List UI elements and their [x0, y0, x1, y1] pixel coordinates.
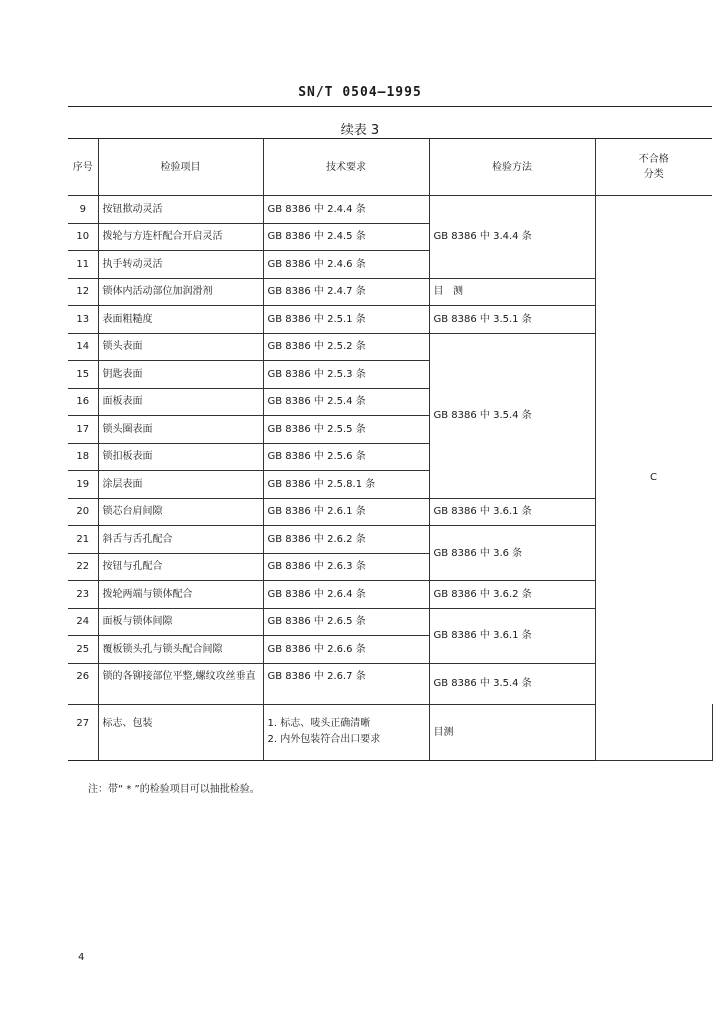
row-no: 22 — [68, 553, 98, 581]
header-no: 序号 — [68, 139, 98, 196]
row-item: 锁头表面 — [98, 333, 263, 361]
row-no: 10 — [68, 223, 98, 251]
page-number: 4 — [78, 952, 85, 963]
row-method: GB 8386 中 3.5.4 条 — [429, 333, 595, 498]
row-requirement: GB 8386 中 2.6.6 条 — [263, 636, 429, 664]
row-no: 12 — [68, 278, 98, 306]
row-item: 按钮与孔配合 — [98, 553, 263, 581]
row-item: 表面粗糙度 — [98, 306, 263, 334]
table-caption: 续表 3 — [340, 123, 380, 138]
row-requirement: GB 8386 中 2.6.3 条 — [263, 553, 429, 581]
header-item: 检验项目 — [98, 139, 263, 196]
row-item: 斜舌与舌孔配合 — [98, 526, 263, 554]
row-no: 14 — [68, 333, 98, 361]
row-requirement: GB 8386 中 2.4.4 条 — [263, 196, 429, 224]
row-item: 面板表面 — [98, 388, 263, 416]
row-requirement: GB 8386 中 2.5.2 条 — [263, 333, 429, 361]
row-item: 执手转动灵活 — [98, 251, 263, 279]
row-item: 拨轮与方连杆配合开启灵活 — [98, 223, 263, 251]
classification-cell: C — [595, 196, 712, 761]
row-no: 27 — [68, 704, 98, 760]
row-item: 拨轮两端与锁体配合 — [98, 581, 263, 609]
row-item: 标志、包装 — [98, 704, 263, 760]
row-requirement: GB 8386 中 2.4.5 条 — [263, 223, 429, 251]
row-method: GB 8386 中 3.5.1 条 — [429, 306, 595, 334]
table-header-row — [68, 139, 712, 196]
row-no: 24 — [68, 608, 98, 636]
row-item: 锁的各铆接部位平整,螺纹攻丝垂直 — [98, 663, 263, 704]
row-no: 21 — [68, 526, 98, 554]
standard-number: SN/T 0504—1995 — [298, 85, 422, 100]
row-no: 20 — [68, 498, 98, 526]
row-requirement: GB 8386 中 2.6.4 条 — [263, 581, 429, 609]
header-classification: 不合格 分类 — [595, 139, 712, 196]
row-method: 目测 — [429, 704, 595, 760]
row-requirement: GB 8386 中 2.4.7 条 — [263, 278, 429, 306]
row-method: GB 8386 中 3.6.1 条 — [429, 498, 595, 526]
footnote: 注：带“ * ”的检验项目可以抽批检验。 — [88, 784, 260, 795]
row-no: 18 — [68, 443, 98, 471]
row-no: 16 — [68, 388, 98, 416]
row-method: GB 8386 中 3.6.2 条 — [429, 581, 595, 609]
inspection-table — [68, 138, 712, 761]
row-requirement: GB 8386 中 2.5.1 条 — [263, 306, 429, 334]
row-requirement: GB 8386 中 2.6.1 条 — [263, 498, 429, 526]
header-method: 检验方法 — [429, 139, 595, 196]
row-requirement: 1. 标志、唛头正确清晰 2. 内外包装符合出口要求 — [263, 704, 429, 760]
row-item: 覆板锁头孔与锁头配合间隙 — [98, 636, 263, 664]
row-item: 锁芯台肩间隙 — [98, 498, 263, 526]
header-rule — [68, 106, 712, 107]
row-no: 9 — [68, 196, 98, 224]
row-requirement: GB 8386 中 2.4.6 条 — [263, 251, 429, 279]
row-requirement: GB 8386 中 2.5.3 条 — [263, 361, 429, 389]
row-method: GB 8386 中 3.5.4 条 — [429, 663, 595, 704]
row-requirement: GB 8386 中 2.5.4 条 — [263, 388, 429, 416]
table-row — [68, 196, 712, 224]
row-item: 按钮揿动灵活 — [98, 196, 263, 224]
row-item: 面板与锁体间隙 — [98, 608, 263, 636]
row-requirement: GB 8386 中 2.6.2 条 — [263, 526, 429, 554]
row-no: 23 — [68, 581, 98, 609]
row-no: 25 — [68, 636, 98, 664]
row-requirement: GB 8386 中 2.5.8.1 条 — [263, 471, 429, 499]
row-no: 15 — [68, 361, 98, 389]
row-no: 17 — [68, 416, 98, 444]
row-item: 钥匙表面 — [98, 361, 263, 389]
row-item: 锁体内活动部位加润滑剂 — [98, 278, 263, 306]
header-requirement: 技术要求 — [263, 139, 429, 196]
row-requirement: GB 8386 中 2.6.5 条 — [263, 608, 429, 636]
row-item: 锁扣板表面 — [98, 443, 263, 471]
row-no: 19 — [68, 471, 98, 499]
row-no: 26 — [68, 663, 98, 704]
row-item: 锁头圈表面 — [98, 416, 263, 444]
row-method: GB 8386 中 3.6.1 条 — [429, 608, 595, 663]
row-requirement: GB 8386 中 2.6.7 条 — [263, 663, 429, 704]
row-requirement: GB 8386 中 2.5.6 条 — [263, 443, 429, 471]
row-no: 13 — [68, 306, 98, 334]
row-requirement: GB 8386 中 2.5.5 条 — [263, 416, 429, 444]
row-no: 11 — [68, 251, 98, 279]
row-item: 涂层表面 — [98, 471, 263, 499]
row-method: GB 8386 中 3.6 条 — [429, 526, 595, 581]
row-method: GB 8386 中 3.4.4 条 — [429, 196, 595, 279]
row-method: 目 测 — [429, 278, 595, 306]
